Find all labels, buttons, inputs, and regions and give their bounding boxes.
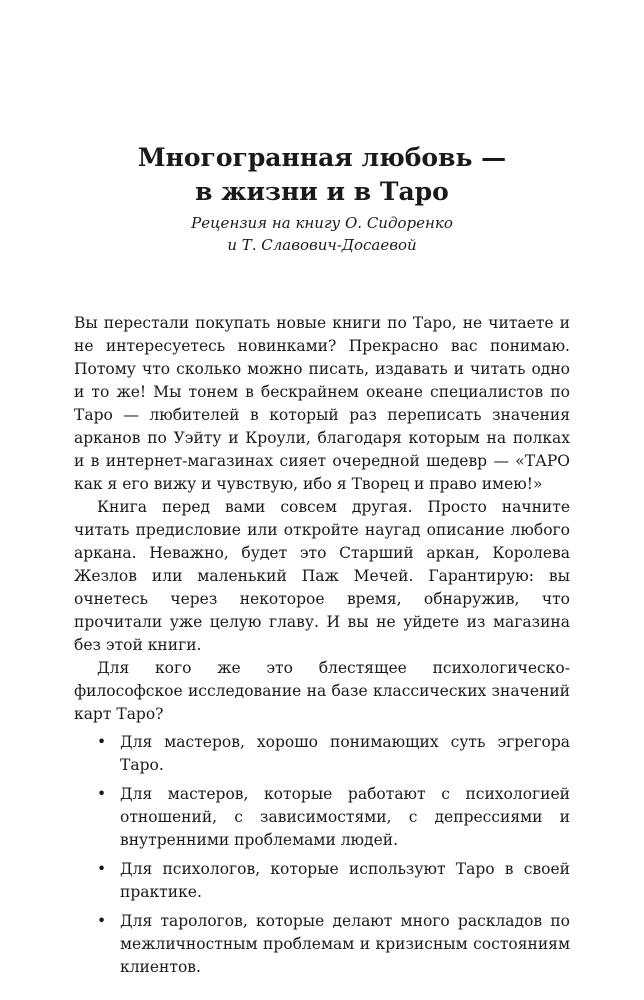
audience-list — [74, 731, 570, 979]
bullet-icon: • — [97, 733, 107, 751]
list-item — [74, 731, 570, 777]
bullet-icon: • — [97, 860, 107, 878]
list-item-text: Для мастеров, хорошо понимающих суть эгрегора Таро. — [120, 733, 570, 774]
title-line-1: Многогранная любовь — — [137, 143, 507, 172]
paragraph-2: Книга перед вами совсем другая. Просто начните читать предисловие или откройте наугад описание любого аркана. Неважно, будет это Старший аркан, Королева Жезлов или маленький Паж Мечей. Гарантирую: вы очнетесь через некоторое время, обнаружив, что прочитали уже целую главу. И вы не уйдете из магазина без этой книги. — [74, 498, 570, 654]
title-line-2: в жизни и в Таро — [195, 177, 449, 206]
paragraph-1: Вы перестали покупать новые книги по Таро, не читаете и не интересуетесь новинками? Прекрасно вас понимаю. Потому что сколько можно писать, издавать и читать одно и то же! Мы тонем в бескрайнем океане специалистов по Таро — любителей в который раз переписать значения арканов по Уэйту и Кроули, благодаря которым на полках и в интернет-магазинах сияет очередной шедевр — «ТАРО как я его вижу и чувствую, ибо я Творец и право имею!» — [74, 314, 570, 493]
bullet-icon: • — [97, 912, 107, 930]
body-text — [74, 312, 570, 985]
page-title — [0, 141, 644, 209]
list-item-text: Для мастеров, которые работают с психологией отношений, с зависимостями, с депрессиями и внутренними проблемами людей. — [120, 785, 570, 849]
subtitle-line-1: Рецензия на книгу О. Сидоренко — [191, 214, 453, 232]
page-subtitle — [0, 212, 644, 256]
list-item-text: Для психологов, которые используют Таро в своей практике. — [120, 860, 570, 901]
paragraph-3: Для кого же это блестящее психологическо-философское исследование на базе классических значений карт Таро? — [74, 659, 570, 723]
list-item — [74, 910, 570, 979]
bullet-icon: • — [97, 785, 107, 803]
list-item-text: Для тарологов, которые делают много раскладов по межличностным проблемам и кризисным состояниям клиентов. — [120, 912, 570, 976]
list-item — [74, 783, 570, 852]
list-item — [74, 858, 570, 904]
subtitle-line-2: и Т. Славович-Досаевой — [227, 236, 417, 254]
